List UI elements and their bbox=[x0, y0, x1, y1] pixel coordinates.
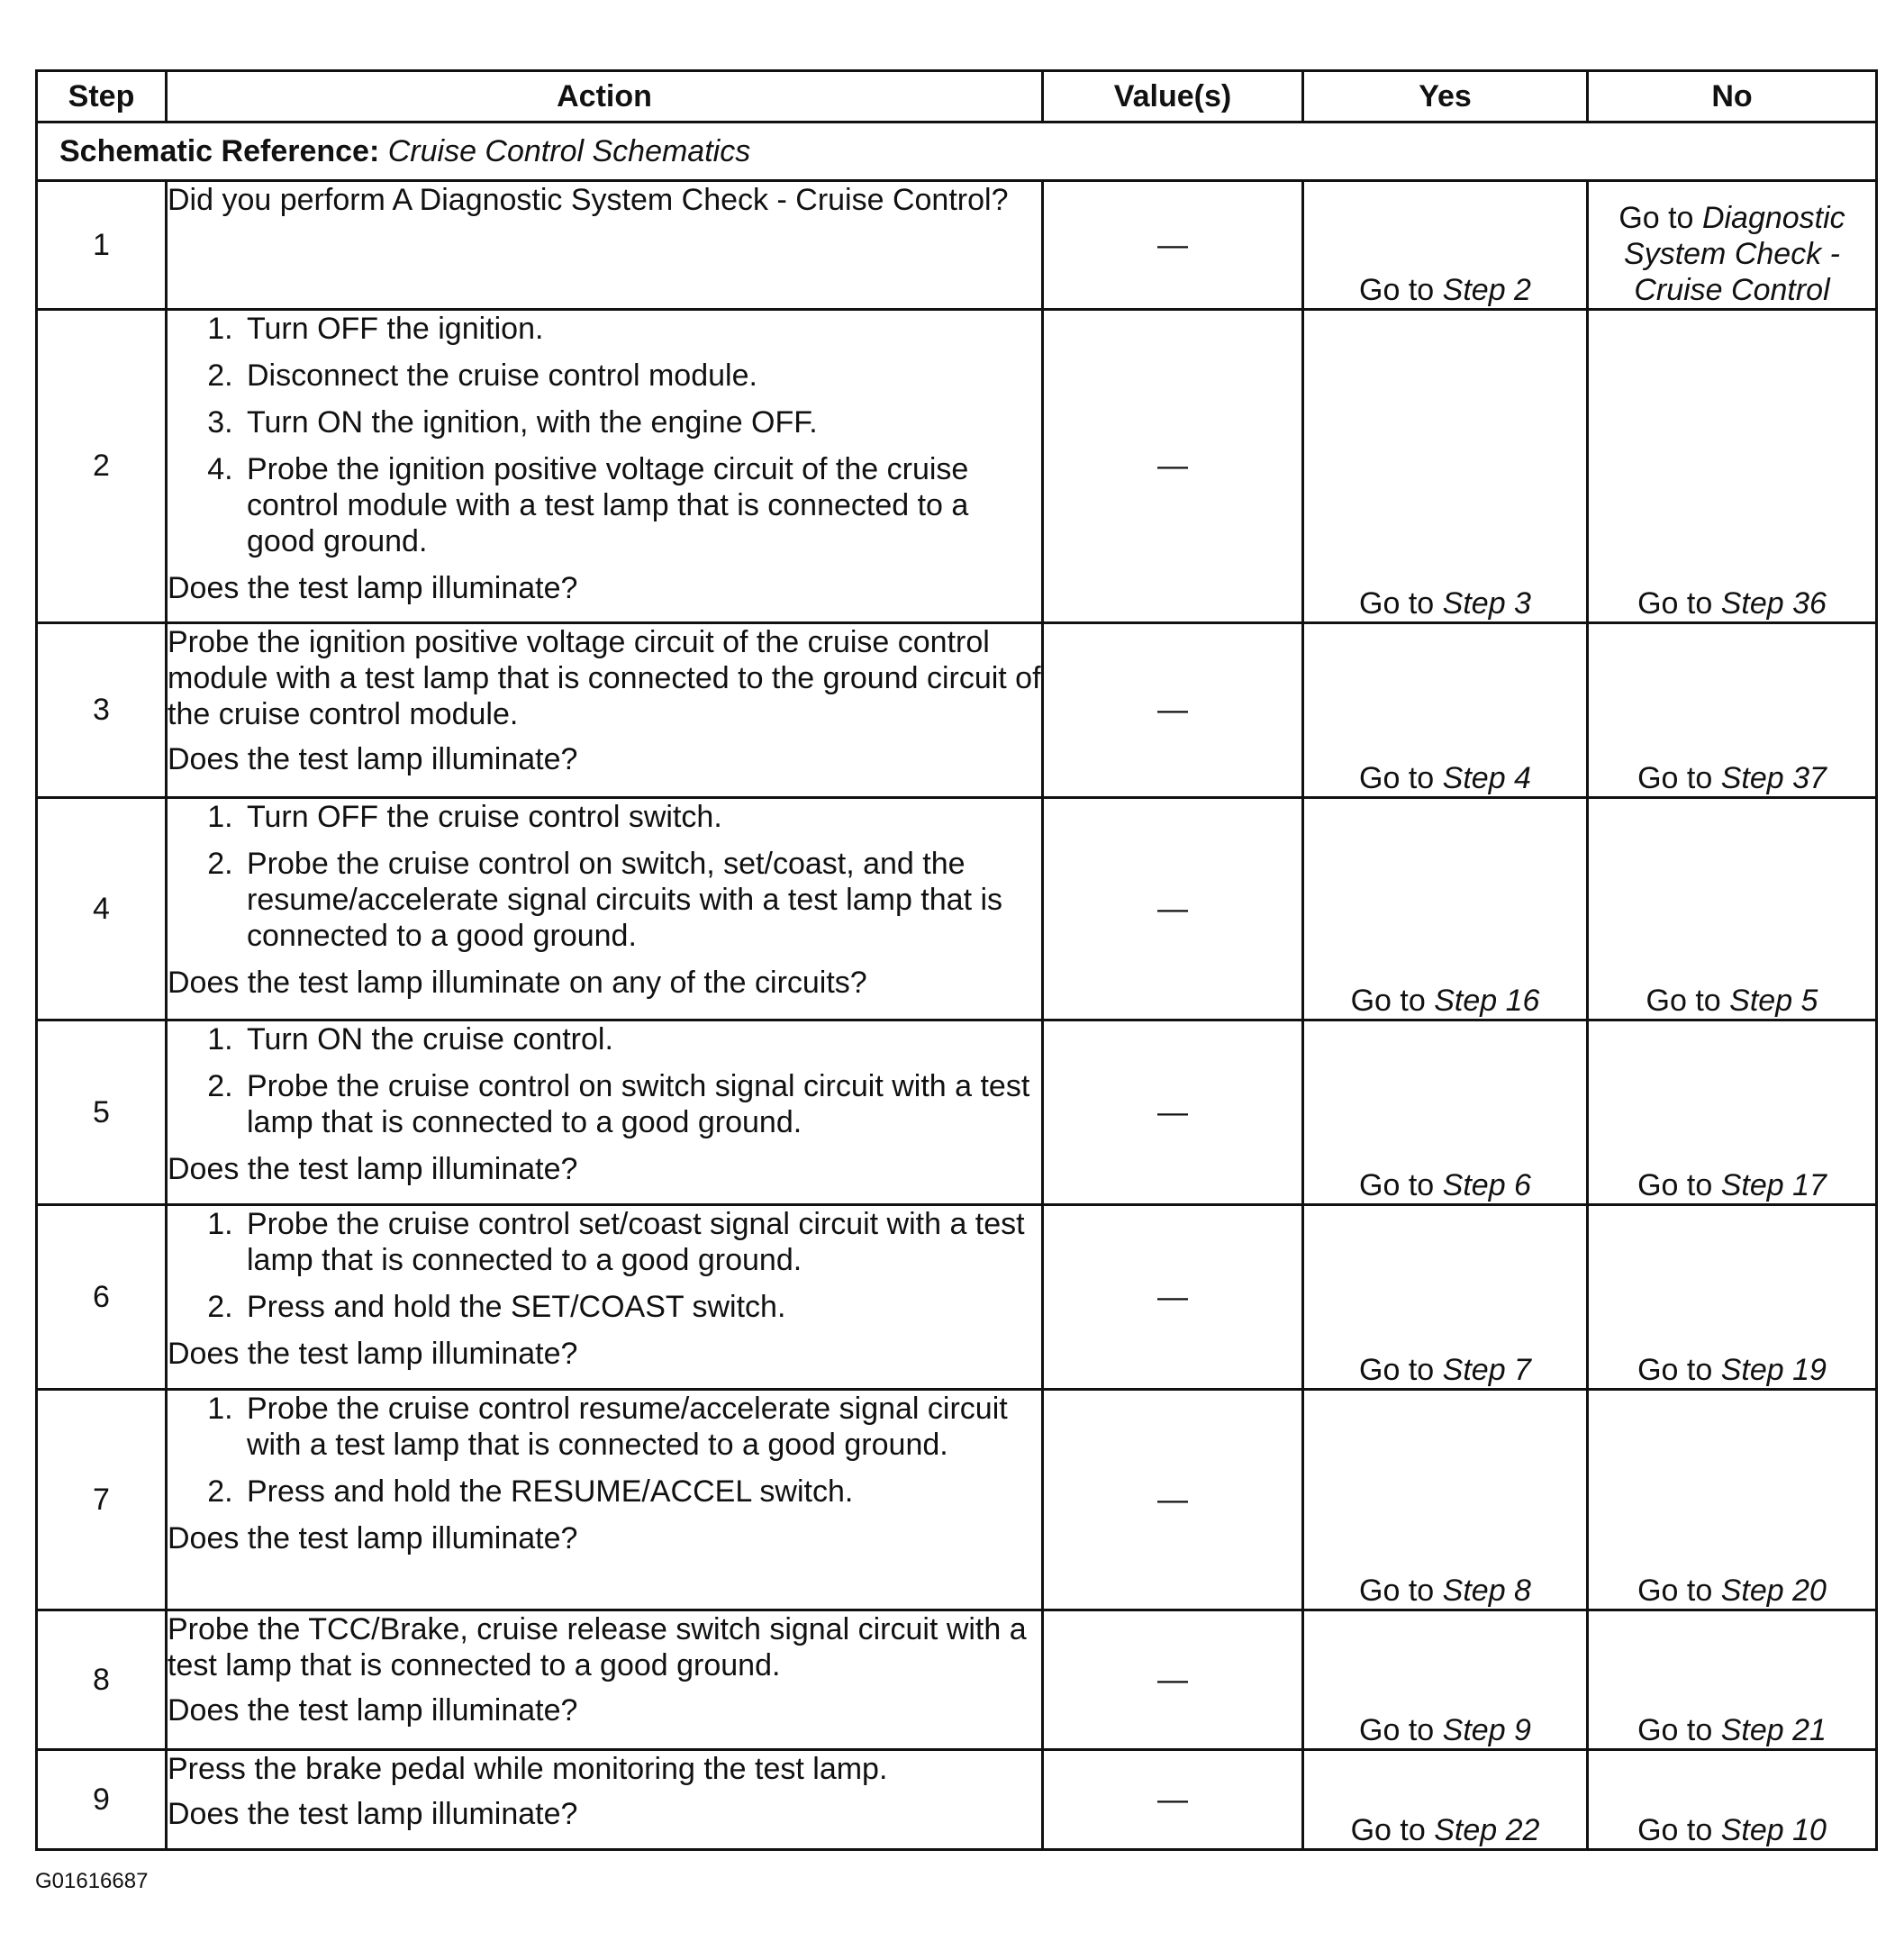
step-number: 9 bbox=[37, 1750, 167, 1850]
action-paragraph: Probe the TCC/Brake, cruise release switch signal circuit with a test lamp that is connected to a good ground. bbox=[168, 1612, 1027, 1682]
goto-prefix: Go to bbox=[1359, 1353, 1435, 1387]
action-question: Does the test lamp illuminate? bbox=[168, 571, 578, 605]
step-number: 2 bbox=[37, 310, 167, 623]
no-goto bbox=[1588, 623, 1877, 798]
action-question: Does the test lamp illuminate on any of the circuits? bbox=[168, 966, 867, 1000]
action-paragraph: Did you perform A Diagnostic System Check - Cruise Control? bbox=[168, 183, 1009, 217]
action-cell bbox=[167, 623, 1043, 798]
step-number: 3 bbox=[37, 623, 167, 798]
goto-target: Diagnostic System Check - Cruise Control bbox=[1624, 201, 1845, 307]
header-step: Step bbox=[37, 71, 167, 122]
action-steps-list bbox=[168, 799, 1041, 954]
step-number: 6 bbox=[37, 1205, 167, 1390]
action-step-item: 1. Turn OFF the cruise control switch. bbox=[241, 799, 1041, 835]
schematic-reference-label: Schematic Reference: bbox=[59, 133, 380, 168]
table-body bbox=[37, 122, 1877, 1850]
value-cell: — bbox=[1043, 623, 1303, 798]
header-action: Action bbox=[167, 71, 1043, 122]
no-goto bbox=[1588, 1610, 1877, 1750]
yes-goto bbox=[1303, 1750, 1588, 1850]
action-question: Does the test lamp illuminate? bbox=[168, 1337, 578, 1371]
step-number: 4 bbox=[37, 798, 167, 1020]
goto-prefix: Go to bbox=[1350, 984, 1426, 1018]
step-number: 8 bbox=[37, 1610, 167, 1750]
goto-prefix: Go to bbox=[1359, 1574, 1435, 1608]
goto-prefix: Go to bbox=[1637, 1168, 1713, 1202]
action-step-item: 3. Turn ON the ignition, with the engine OFF. bbox=[241, 404, 1041, 440]
yes-goto bbox=[1303, 181, 1588, 310]
action-step-item: 2. Disconnect the cruise control module. bbox=[241, 358, 1041, 394]
goto-prefix: Go to bbox=[1359, 761, 1435, 795]
step-row bbox=[37, 1020, 1877, 1205]
action-step-item: 2. Probe the cruise control on switch signal circuit with a test lamp that is connected to a good ground. bbox=[241, 1068, 1041, 1140]
schematic-reference-row bbox=[37, 122, 1877, 181]
goto-prefix: Go to bbox=[1637, 1813, 1713, 1847]
action-question: Does the test lamp illuminate? bbox=[168, 1152, 578, 1186]
yes-goto bbox=[1303, 623, 1588, 798]
yes-goto bbox=[1303, 798, 1588, 1020]
goto-prefix: Go to bbox=[1637, 1574, 1713, 1608]
action-cell bbox=[167, 181, 1043, 310]
action-step-item: 2. Probe the cruise control on switch, set/coast, and the resume/accelerate signal circuits with a test lamp that is connected to a good ground. bbox=[241, 846, 1041, 954]
goto-target: Step 6 bbox=[1442, 1168, 1531, 1202]
action-steps-list bbox=[168, 1021, 1041, 1140]
action-step-item: 1. Turn OFF the ignition. bbox=[241, 311, 1041, 347]
action-cell bbox=[167, 1390, 1043, 1610]
goto-target: Step 8 bbox=[1442, 1574, 1531, 1608]
yes-goto bbox=[1303, 1205, 1588, 1390]
goto-target: Step 3 bbox=[1442, 586, 1531, 621]
step-number: 7 bbox=[37, 1390, 167, 1610]
goto-prefix: Go to bbox=[1359, 273, 1435, 307]
action-cell bbox=[167, 1750, 1043, 1850]
no-goto bbox=[1588, 1390, 1877, 1610]
no-goto bbox=[1588, 1205, 1877, 1390]
goto-target: Step 20 bbox=[1720, 1574, 1827, 1608]
header-no: No bbox=[1588, 71, 1877, 122]
action-paragraph: Probe the ignition positive voltage circuit of the cruise control module with a test lamp that is connected to the ground circuit of the cruise control module. bbox=[168, 625, 1041, 731]
step-row bbox=[37, 1610, 1877, 1750]
action-cell bbox=[167, 1205, 1043, 1390]
action-cell bbox=[167, 310, 1043, 623]
goto-target: Step 16 bbox=[1434, 984, 1540, 1018]
step-number: 1 bbox=[37, 181, 167, 310]
no-goto bbox=[1588, 1020, 1877, 1205]
yes-goto bbox=[1303, 1390, 1588, 1610]
no-goto bbox=[1588, 1750, 1877, 1850]
schematic-reference-value: Cruise Control Schematics bbox=[387, 133, 751, 168]
goto-target: Step 36 bbox=[1720, 586, 1827, 621]
goto-target: Step 17 bbox=[1720, 1168, 1827, 1202]
step-row bbox=[37, 798, 1877, 1020]
action-question: Does the test lamp illuminate? bbox=[168, 742, 578, 776]
step-row bbox=[37, 181, 1877, 310]
goto-prefix: Go to bbox=[1359, 1168, 1435, 1202]
action-step-item: 1. Probe the cruise control resume/accelerate signal circuit with a test lamp that is connected to a good ground. bbox=[241, 1391, 1041, 1463]
action-question: Does the test lamp illuminate? bbox=[168, 1797, 578, 1831]
goto-target: Step 9 bbox=[1442, 1713, 1531, 1747]
goto-prefix: Go to bbox=[1637, 586, 1713, 621]
no-goto bbox=[1588, 310, 1877, 623]
value-cell: — bbox=[1043, 181, 1303, 310]
value-cell: — bbox=[1043, 1610, 1303, 1750]
action-step-item: 4. Probe the ignition positive voltage circuit of the cruise control module with a test lamp that is connected to a good ground. bbox=[241, 451, 1041, 559]
goto-prefix: Go to bbox=[1637, 761, 1713, 795]
action-paragraph: Press the brake pedal while monitoring the test lamp. bbox=[168, 1752, 888, 1786]
value-cell: — bbox=[1043, 1750, 1303, 1850]
yes-goto bbox=[1303, 310, 1588, 623]
goto-prefix: Go to bbox=[1646, 984, 1721, 1018]
figure-id: G01616687 bbox=[35, 1869, 149, 1893]
goto-prefix: Go to bbox=[1637, 1353, 1713, 1387]
action-steps-list bbox=[168, 311, 1041, 559]
action-step-item: 2. Press and hold the SET/COAST switch. bbox=[241, 1289, 1041, 1325]
goto-target: Step 21 bbox=[1720, 1713, 1827, 1747]
action-steps-list bbox=[168, 1391, 1041, 1510]
step-row bbox=[37, 1750, 1877, 1850]
goto-prefix: Go to bbox=[1350, 1813, 1426, 1847]
value-cell: — bbox=[1043, 1390, 1303, 1610]
action-question: Does the test lamp illuminate? bbox=[168, 1521, 578, 1555]
value-cell: — bbox=[1043, 310, 1303, 623]
goto-target: Step 5 bbox=[1729, 984, 1818, 1018]
schematic-reference bbox=[37, 122, 1877, 181]
step-row bbox=[37, 310, 1877, 623]
goto-target: Step 10 bbox=[1720, 1813, 1827, 1847]
diagnostic-table bbox=[35, 69, 1878, 1851]
action-cell bbox=[167, 798, 1043, 1020]
action-step-item: 1. Probe the cruise control set/coast signal circuit with a test lamp that is connected to a good ground. bbox=[241, 1206, 1041, 1278]
action-question: Does the test lamp illuminate? bbox=[168, 1693, 578, 1728]
goto-target: Step 4 bbox=[1442, 761, 1531, 795]
action-cell bbox=[167, 1610, 1043, 1750]
goto-prefix: Go to bbox=[1359, 1713, 1435, 1747]
action-step-item: 1. Turn ON the cruise control. bbox=[241, 1021, 1041, 1057]
goto-target: Step 19 bbox=[1720, 1353, 1827, 1387]
action-cell bbox=[167, 1020, 1043, 1205]
step-row bbox=[37, 1390, 1877, 1610]
goto-target: Step 7 bbox=[1442, 1353, 1531, 1387]
header-values: Value(s) bbox=[1043, 71, 1303, 122]
step-row bbox=[37, 623, 1877, 798]
value-cell: — bbox=[1043, 798, 1303, 1020]
goto-target: Step 37 bbox=[1720, 761, 1827, 795]
value-cell: — bbox=[1043, 1020, 1303, 1205]
no-goto bbox=[1588, 798, 1877, 1020]
goto-target: Step 2 bbox=[1442, 273, 1531, 307]
yes-goto bbox=[1303, 1020, 1588, 1205]
header-row bbox=[37, 71, 1877, 122]
value-cell: — bbox=[1043, 1205, 1303, 1390]
goto-prefix: Go to bbox=[1359, 586, 1435, 621]
action-steps-list bbox=[168, 1206, 1041, 1325]
goto-prefix: Go to bbox=[1618, 201, 1694, 235]
step-row bbox=[37, 1205, 1877, 1390]
no-goto bbox=[1588, 181, 1877, 310]
yes-goto bbox=[1303, 1610, 1588, 1750]
goto-prefix: Go to bbox=[1637, 1713, 1713, 1747]
header-yes: Yes bbox=[1303, 71, 1588, 122]
action-step-item: 2. Press and hold the RESUME/ACCEL switch. bbox=[241, 1474, 1041, 1510]
step-number: 5 bbox=[37, 1020, 167, 1205]
goto-target: Step 22 bbox=[1434, 1813, 1540, 1847]
